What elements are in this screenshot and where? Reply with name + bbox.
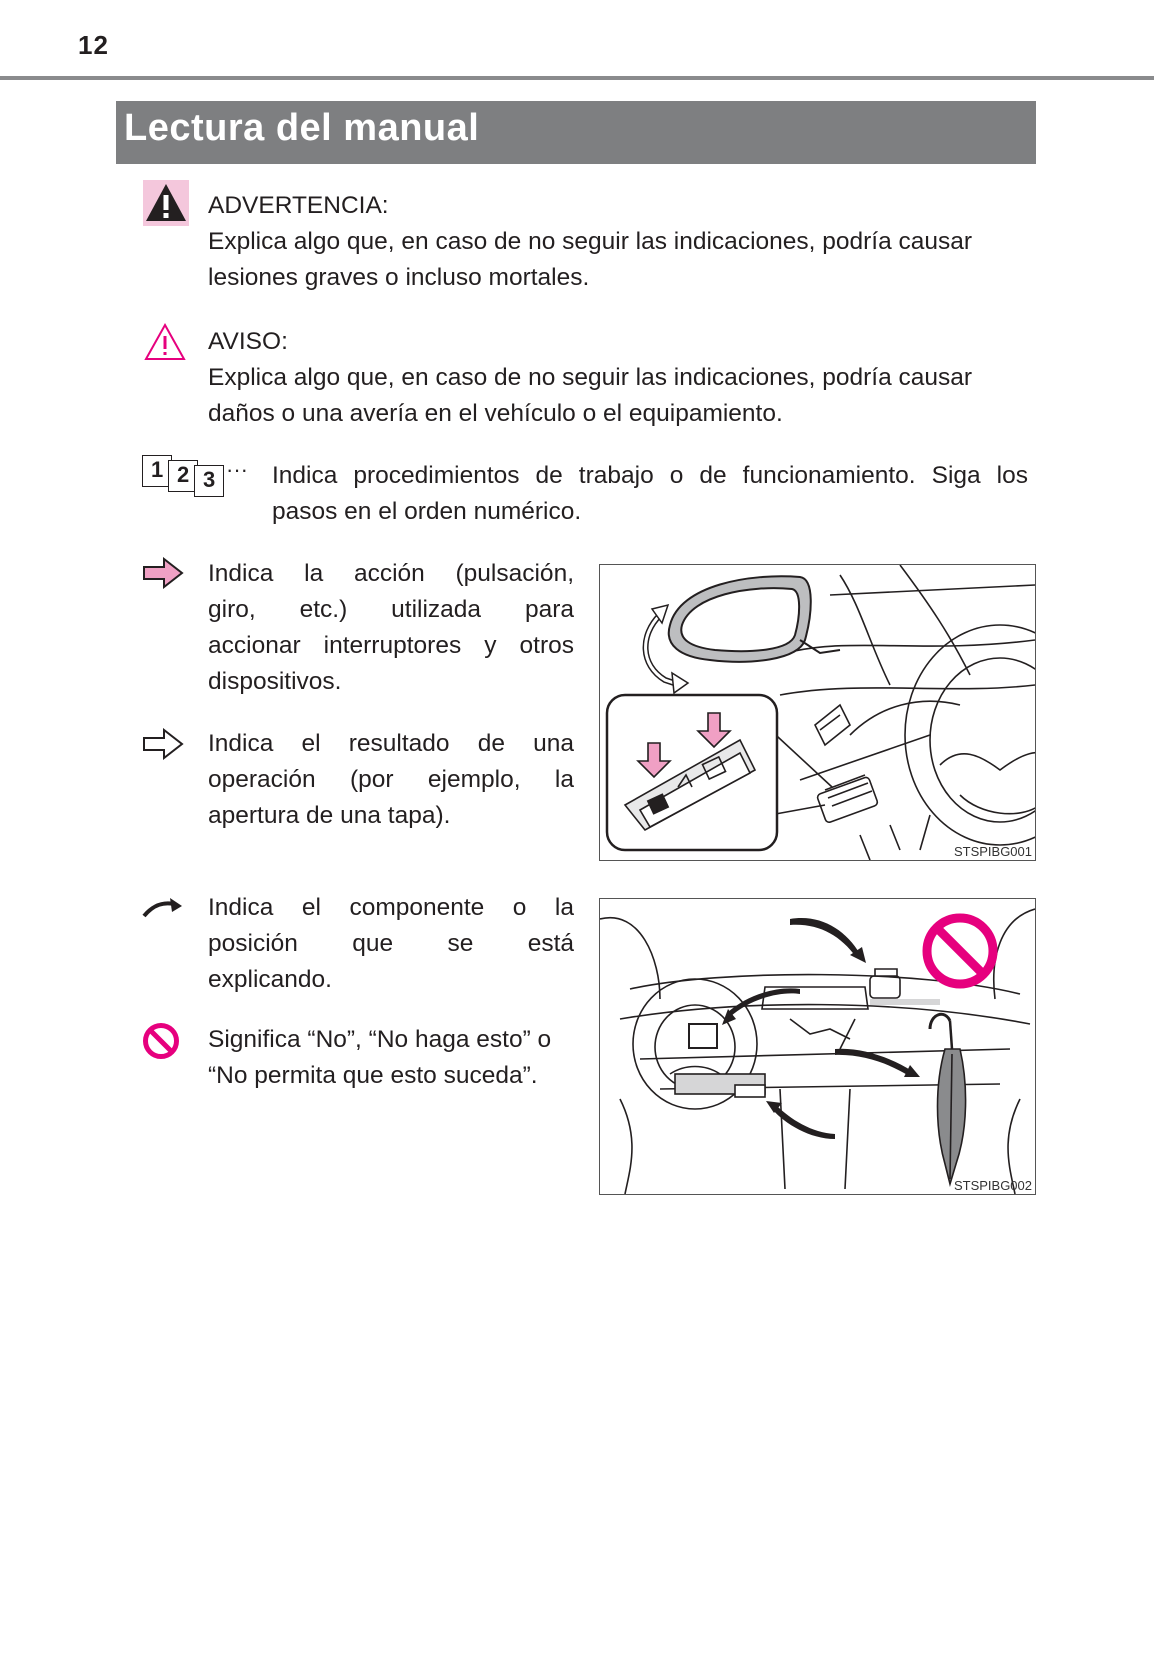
header-rule (0, 76, 1154, 80)
notice-text-line-1: Explica algo que, en caso de no seguir las indicaciones, podría causar (208, 364, 973, 391)
result-text-line-2: operación (por ejemplo, la (208, 766, 574, 793)
prohibited-text-line-1: Significa “No”, “No haga esto” o (208, 1026, 552, 1053)
action-text-line-3: accionar interruptores y otros (208, 632, 574, 659)
step-digit-2: 2 (177, 462, 190, 487)
warning-text-line-1: Explica algo que, en caso de no seguir las indicaciones, podría causar (208, 228, 973, 255)
warning-label: ADVERTENCIA: (208, 192, 389, 219)
figure-code-2: STSPIBG002 (953, 1178, 1032, 1193)
figure-cabin-interior (599, 898, 1036, 1195)
action-text-line-2: giro, etc.) utilizada para (208, 596, 574, 623)
step-ellipsis: ··· (226, 457, 248, 482)
warning-triangle-icon (143, 180, 189, 226)
page-number: 12 (78, 30, 109, 60)
component-pointer-icon (142, 896, 184, 920)
action-text-line-4: dispositivos. (208, 668, 342, 695)
prohibited-text-line-2: “No permita que esto suceda”. (208, 1062, 538, 1089)
steps-text-line-1: Indica procedimientos de trabajo o de funcionamiento. Siga los (272, 462, 1028, 489)
step-digit-3: 3 (203, 467, 216, 492)
notice-text-line-2: daños o una avería en el vehículo o el equipamiento. (208, 400, 783, 427)
component-text-line-2: posición que se está (208, 930, 574, 957)
action-text-line-1: Indica la acción (pulsación, (208, 560, 574, 587)
figure-code-1: STSPIBG001 (953, 844, 1032, 859)
figure-mirror-switch (599, 564, 1036, 861)
result-text-line-1: Indica el resultado de una (208, 730, 574, 757)
action-arrow-icon (142, 557, 184, 589)
section-title: Lectura del manual (124, 107, 480, 149)
notice-label: AVISO: (208, 328, 288, 355)
result-text-line-3: apertura de una tapa). (208, 802, 451, 829)
prohibited-icon (142, 1022, 180, 1060)
component-text-line-1: Indica el componente o la (208, 894, 574, 921)
result-arrow-icon (142, 728, 184, 760)
warning-text-line-2: lesiones graves o incluso mortales. (208, 264, 590, 291)
caution-triangle-icon (143, 322, 187, 362)
step-numbers-icon (142, 455, 262, 497)
component-text-line-3: explicando. (208, 966, 332, 993)
steps-text-line-2: pasos en el orden numérico. (272, 498, 582, 525)
section-header (116, 101, 1036, 164)
step-digit-1: 1 (151, 457, 164, 482)
